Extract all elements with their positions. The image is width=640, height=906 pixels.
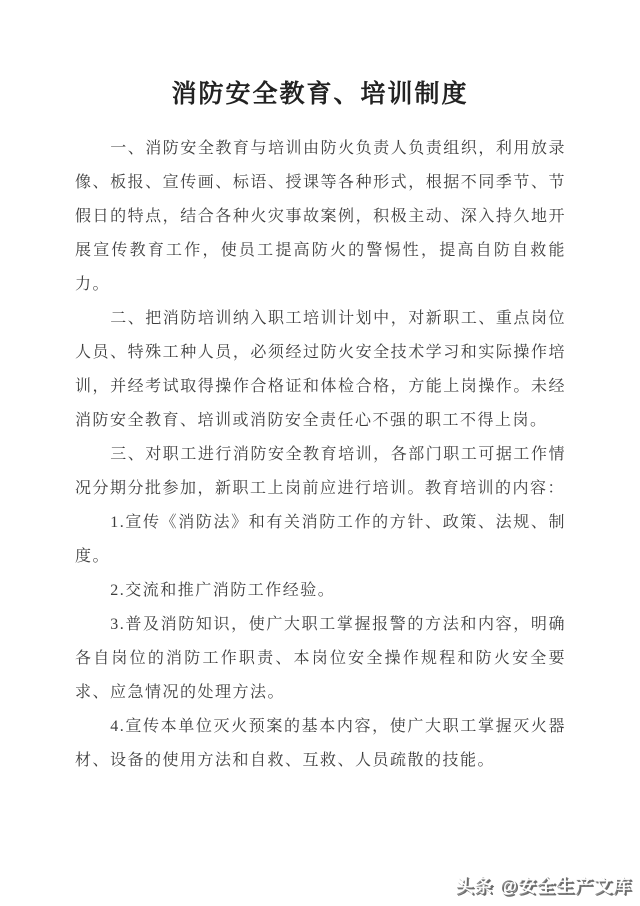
paragraph-3: 三、对职工进行消防安全教育培训，各部门职工可据工作情况分期分批参加，新职工上岗前应进行培训。教育培训的内容： bbox=[75, 446, 566, 497]
watermark bbox=[455, 872, 632, 898]
document-body bbox=[75, 132, 566, 778]
paragraph-item-4: 4.宣传本单位灭火预案的基本内容，使广大职工掌握灭火器材、设备的使用方法和自救、互救、人员疏散的技能。 bbox=[75, 718, 566, 769]
paragraph-item-2: 2.交流和推广消防工作经验。 bbox=[110, 582, 336, 599]
paragraph-1: 一、消防安全教育与培训由防火负责人负责组织，利用放录像、板报、宣传画、标语、授课等各种形式，根据不同季节、节假日的特点，结合各种火灾事故案例，积极主动、深入持久地开展宣传教育工作，使员工提高防火的警惕性，提高自防自救能力。 bbox=[75, 140, 566, 293]
watermark-text: 头条 @安全生产文库 bbox=[455, 876, 632, 896]
paragraph-2: 二、把消防培训纳入职工培训计划中，对新职工、重点岗位人员、特殊工种人员，必须经过防火安全技术学习和实际操作培训，并经考试取得操作合格证和体检合格，方能上岗操作。未经消防安全教育、培训或消防安全责任心不强的职工不得上岗。 bbox=[75, 310, 566, 429]
document-title: 消防安全教育、培训制度 bbox=[171, 80, 469, 108]
paragraph-item-1: 1.宣传《消防法》和有关消防工作的方针、政策、法规、制度。 bbox=[75, 514, 566, 565]
paragraph-item-3: 3.普及消防知识，使广大职工掌握报警的方法和内容，明确各自岗位的消防工作职责、本岗位安全操作规程和防火安全要求、应急情况的处理方法。 bbox=[75, 616, 566, 701]
